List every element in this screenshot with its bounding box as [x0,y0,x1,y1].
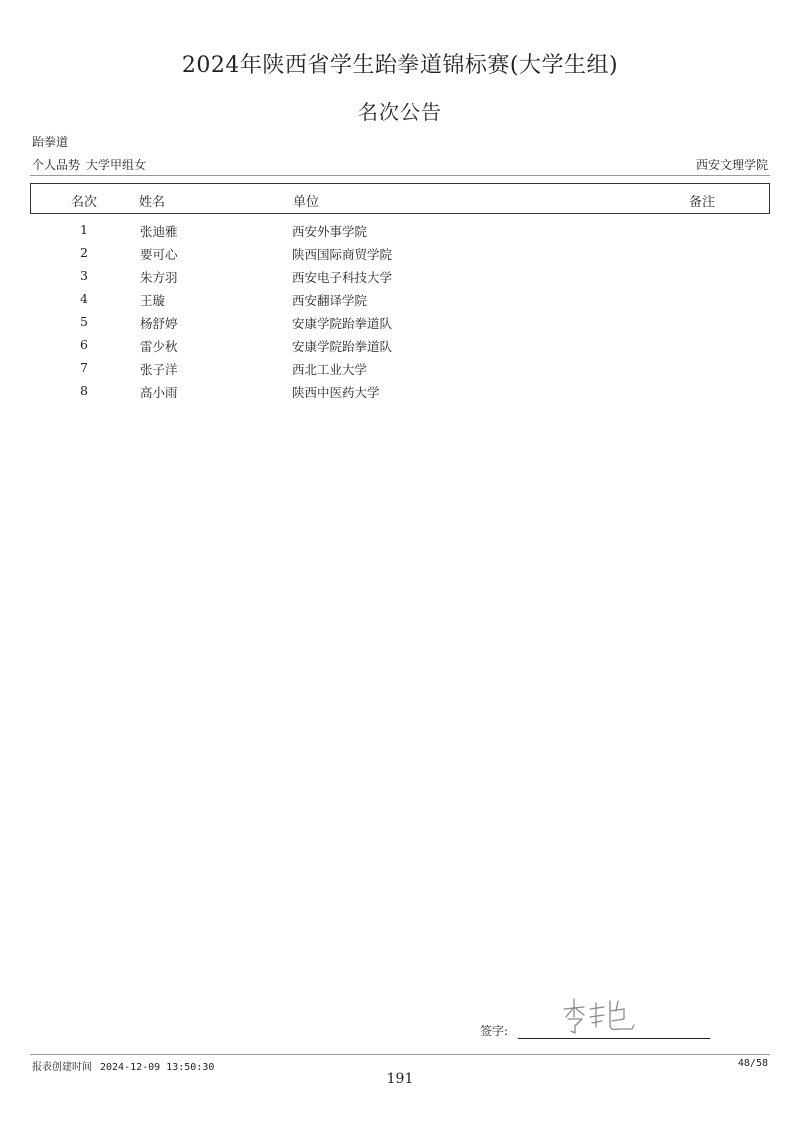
table-row [30,289,770,312]
cell-unit: 陕西中医药大学 [292,385,380,400]
signature-label: 签字: [480,1024,509,1038]
report-title: 2024年陕西省学生跆拳道锦标赛(大学生组) [181,53,619,78]
cell-unit: 安康学院跆拳道队 [292,339,393,354]
cell-rank: 4 [80,291,88,306]
event-label: 个人品势 [32,158,81,172]
created-time-label: 报表创建时间 [32,1062,92,1073]
cell-unit: 安康学院跆拳道队 [292,316,393,331]
results-table-body [30,220,770,404]
cell-name: 高小雨 [140,385,178,400]
report-subtitle: 名次公告 [358,100,442,124]
table-row [30,312,770,335]
cell-rank: 1 [80,222,88,237]
event-line [32,156,146,173]
group-label: 大学甲组女 [86,158,147,172]
cell-rank: 6 [80,337,88,352]
cell-rank: 2 [80,245,88,260]
venue-label: 西安文理学院 [695,158,768,172]
table-row [30,381,770,404]
cell-name: 张子洋 [140,362,178,377]
header-note: 备注 [689,195,716,210]
cell-unit: 西北工业大学 [292,362,368,377]
header-rank: 名次 [71,195,98,210]
cell-name: 雷少秋 [140,339,178,354]
header-unit: 单位 [293,195,320,210]
cell-rank: 5 [80,314,88,329]
table-header [30,183,770,214]
cell-unit: 西安外事学院 [292,224,368,239]
table-row [30,220,770,243]
table-row [30,358,770,381]
created-time-value: 2024-12-09 13:50:30 [100,1062,215,1073]
cell-unit: 西安电子科技大学 [292,270,393,285]
cell-name: 朱方羽 [140,270,178,285]
cell-name: 张迪雅 [140,224,178,239]
page-counter: 48/58 [737,1058,768,1069]
bottom-divider [30,1054,770,1055]
cell-rank: 7 [80,360,88,375]
cell-name: 要可心 [140,247,178,262]
page-number: 191 [386,1071,414,1087]
cell-name: 王璇 [140,293,166,308]
top-divider [30,175,770,176]
table-row [30,335,770,358]
cell-name: 杨舒婷 [140,316,178,331]
header-name: 姓名 [139,195,166,210]
cell-rank: 8 [80,383,88,398]
cell-rank: 3 [80,268,88,283]
handwritten-signature [560,995,640,1039]
cell-unit: 西安翻译学院 [292,293,368,308]
table-row [30,243,770,266]
table-row [30,266,770,289]
sport-label: 跆拳道 [32,135,69,149]
cell-unit: 陕西国际商贸学院 [292,247,393,262]
